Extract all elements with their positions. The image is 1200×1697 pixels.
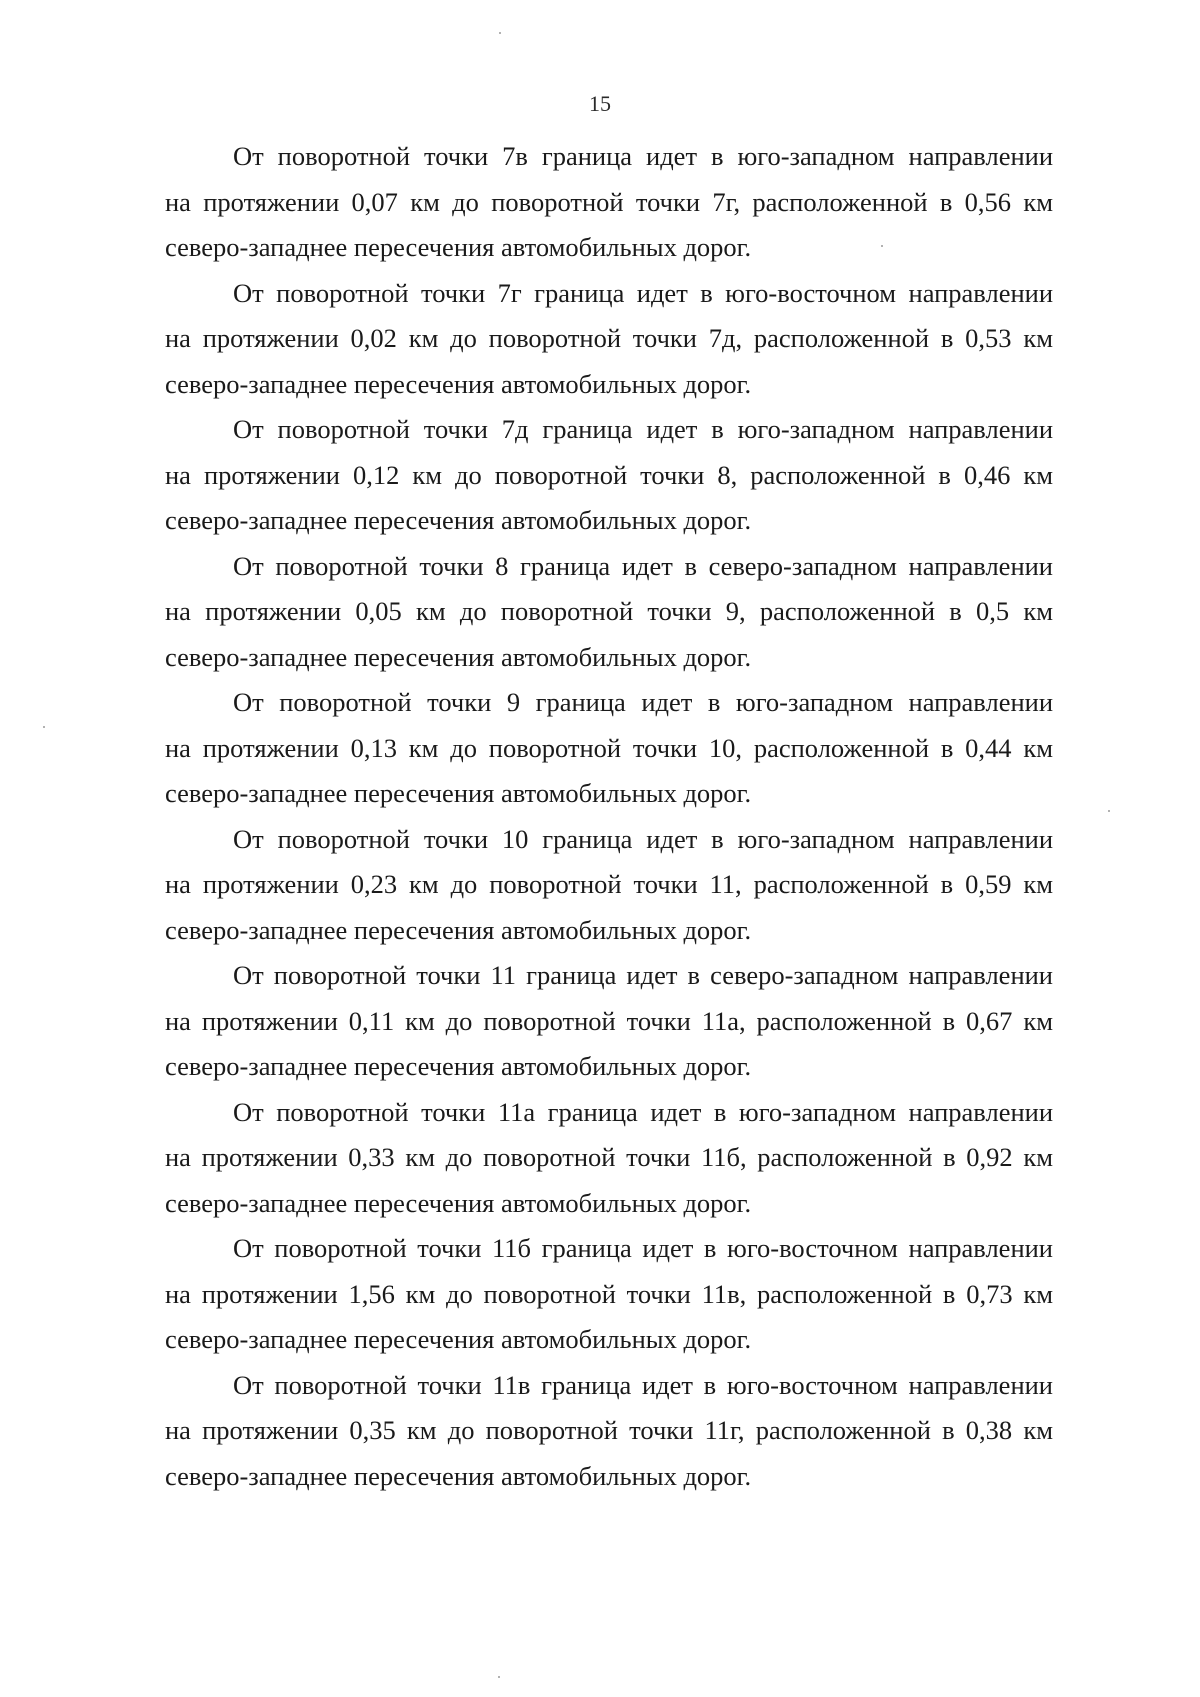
paragraph-line: От поворотной точки 7д граница идет в юго-западном направлении bbox=[233, 414, 1053, 444]
paragraph-line: на протяжении 0,07 км до поворотной точки 7г, расположенной в 0,56 км bbox=[165, 186, 1053, 217]
paragraph bbox=[165, 680, 1053, 817]
paragraph bbox=[165, 817, 1053, 954]
paragraph-line: на протяжении 1,56 км до поворотной точки 11в, расположенной в 0,73 км bbox=[165, 1278, 1053, 1309]
page-number: 15 bbox=[589, 91, 611, 116]
paragraph-line: От поворотной точки 10 граница идет в юго-западном направлении bbox=[233, 823, 1053, 854]
paragraph bbox=[165, 1226, 1053, 1363]
paragraph-line: на протяжении 0,13 км до поворотной точки 10, расположенной в 0,44 км bbox=[165, 732, 1053, 763]
scan-artifact bbox=[499, 32, 501, 34]
paragraph-line: От поворотной точки 11а граница идет в юго-западном направлении bbox=[233, 1096, 1053, 1127]
paragraph-line: северо-западнее пересечения автомобильных дорог. bbox=[165, 914, 752, 945]
paragraph-line: на протяжении 0,12 км до поворотной точки 8, расположенной в 0,46 км bbox=[165, 459, 1053, 490]
paragraph-line: на протяжении 0,05 км до поворотной точки 9, расположенной в 0,5 км bbox=[165, 596, 1053, 626]
paragraph-line: северо-западнее пересечения автомобильных дорог. bbox=[165, 1187, 752, 1218]
paragraph bbox=[165, 953, 1053, 1090]
paragraph-line: северо-западнее пересечения автомобильных дорог. bbox=[165, 232, 752, 262]
paragraph-line: От поворотной точки 11 граница идет в северо-западном направлении bbox=[233, 960, 1053, 990]
paragraph-line: северо-западнее пересечения автомобильных дорог. bbox=[165, 1324, 752, 1354]
scan-artifact bbox=[43, 726, 45, 728]
paragraph-line: северо-западнее пересечения автомобильных дорог. bbox=[165, 505, 752, 535]
paragraph-line: северо-западнее пересечения автомобильных дорог. bbox=[165, 778, 752, 808]
paragraph bbox=[165, 1363, 1053, 1500]
paragraph-line: От поворотной точки 7г граница идет в юго-восточном направлении bbox=[233, 277, 1053, 308]
paragraph-line: на протяжении 0,35 км до поворотной точки 11г, расположенной в 0,38 км bbox=[165, 1415, 1053, 1445]
paragraph-line: От поворотной точки 7в граница идет в юго-западном направлении bbox=[233, 141, 1053, 171]
paragraph-line: северо-западнее пересечения автомобильных дорог. bbox=[165, 368, 752, 399]
paragraph-line: на протяжении 0,11 км до поворотной точки 11а, расположенной в 0,67 км bbox=[165, 1005, 1053, 1036]
document-body bbox=[165, 134, 1053, 1499]
paragraph-line: От поворотной точки 11в граница идет в юго-восточном направлении bbox=[233, 1369, 1053, 1400]
scan-artifact bbox=[881, 245, 883, 247]
paragraph-line: От поворотной точки 9 граница идет в юго-западном направлении bbox=[233, 687, 1053, 717]
paragraph-line: От поворотной точки 11б граница идет в юго-восточном направлении bbox=[233, 1233, 1053, 1263]
paragraph bbox=[165, 407, 1053, 544]
paragraph-line: на протяжении 0,02 км до поворотной точки 7д, расположенной в 0,53 км bbox=[165, 323, 1053, 353]
paragraph-line: От поворотной точки 8 граница идет в северо-западном направлении bbox=[233, 550, 1053, 581]
scan-artifact bbox=[1108, 810, 1110, 812]
paragraph-line: на протяжении 0,33 км до поворотной точки 11б, расположенной в 0,92 км bbox=[165, 1142, 1053, 1172]
paragraph-line: северо-западнее пересечения автомобильных дорог. bbox=[165, 641, 752, 672]
paragraph bbox=[165, 134, 1053, 271]
paragraph bbox=[165, 1090, 1053, 1227]
paragraph-line: северо-западнее пересечения автомобильных дорог. bbox=[165, 1460, 752, 1491]
paragraph-line: на протяжении 0,23 км до поворотной точки 11, расположенной в 0,59 км bbox=[165, 869, 1053, 899]
scan-artifact bbox=[498, 1676, 500, 1678]
paragraph-line: северо-западнее пересечения автомобильных дорог. bbox=[165, 1051, 752, 1081]
paragraph bbox=[165, 544, 1053, 681]
paragraph bbox=[165, 271, 1053, 408]
